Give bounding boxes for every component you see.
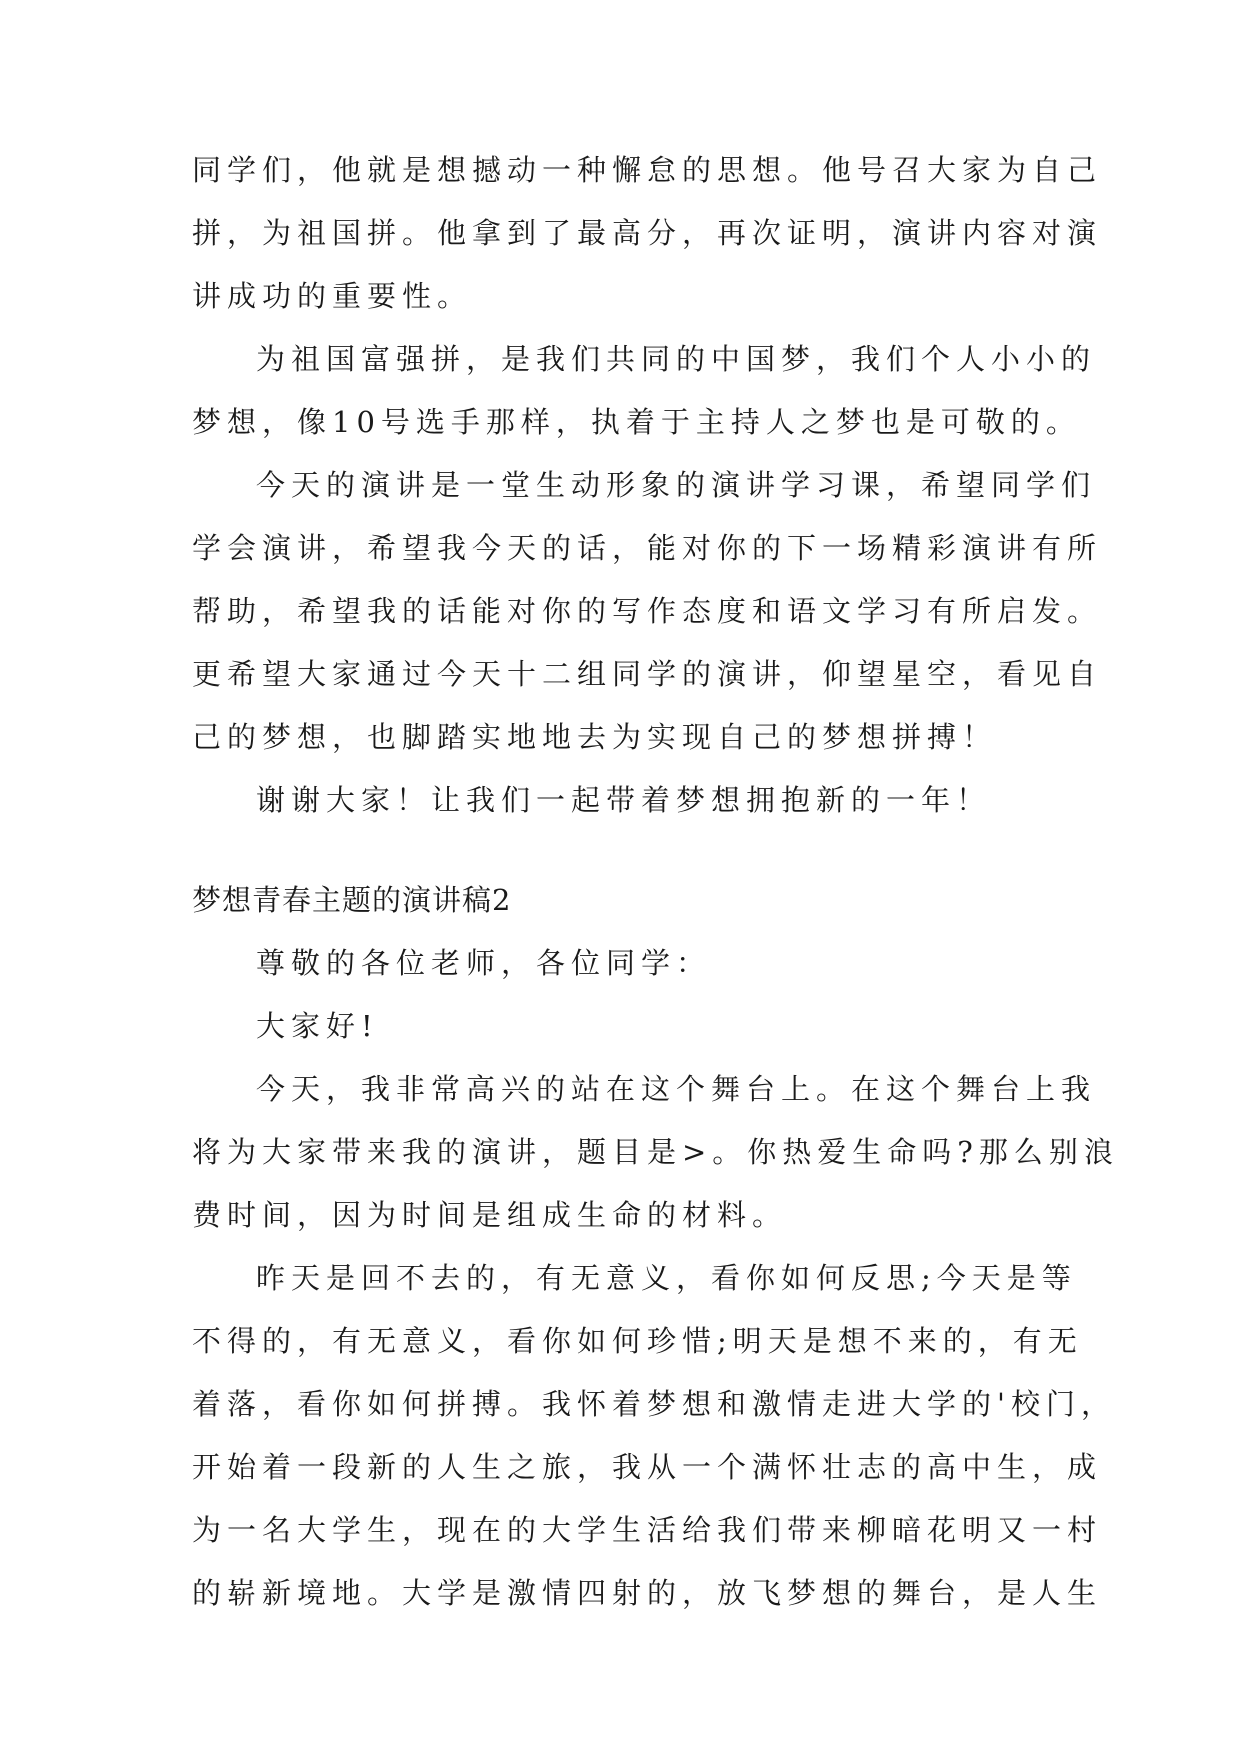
paragraph-first-line: 昨天是回不去的，有无意义，看你如何反思;今天是等 xyxy=(256,1261,1077,1295)
greeting: 大家好! xyxy=(256,1009,379,1043)
text-line: 的崭新境地。大学是激情四射的，放飞梦想的舞台，是人生 xyxy=(192,1576,1103,1610)
text-line: 同学们，他就是想撼动一种懈怠的思想。他号召大家为自己 xyxy=(192,153,1103,187)
text-line: 费时间，因为时间是组成生命的材料。 xyxy=(192,1198,788,1232)
paragraph-first-line: 今天，我非常高兴的站在这个舞台上。在这个舞台上我 xyxy=(256,1072,1097,1106)
paragraph-first-line: 为祖国富强拼，是我们共同的中国梦，我们个人小小的 xyxy=(256,342,1097,376)
text-line: 帮助，希望我的话能对你的写作态度和语文学习有所启发。 xyxy=(192,594,1103,628)
text-line: 梦想，像10号选手那样，执着于主持人之梦也是可敬的。 xyxy=(192,405,1081,439)
text-line: 为一名大学生，现在的大学生活给我们带来柳暗花明又一村 xyxy=(192,1513,1103,1547)
text-line: 将为大家带来我的演讲，题目是>。你热爱生命吗?那么别浪 xyxy=(192,1135,1119,1169)
salutation: 尊敬的各位老师，各位同学： xyxy=(256,946,712,980)
text-line: 开始着一段新的人生之旅，我从一个满怀壮志的高中生，成 xyxy=(192,1450,1103,1484)
text-line: 拼，为祖国拼。他拿到了最高分，再次证明，演讲内容对演 xyxy=(192,216,1103,250)
text-line: 学会演讲，希望我今天的话，能对你的下一场精彩演讲有所 xyxy=(192,531,1103,565)
paragraph-first-line: 今天的演讲是一堂生动形象的演讲学习课，希望同学们 xyxy=(256,468,1097,502)
section-title: 梦想青春主题的演讲稿2 xyxy=(192,883,512,917)
text-line: 更希望大家通过今天十二组同学的演讲，仰望星空，看见自 xyxy=(192,657,1103,691)
text-line: 讲成功的重要性。 xyxy=(192,279,473,313)
text-line: 己的梦想，也脚踏实地地去为实现自己的梦想拼搏！ xyxy=(192,720,998,754)
text-line: 不得的，有无意义，看你如何珍惜;明天是想不来的，有无 xyxy=(192,1324,1083,1358)
text-line: 着落，看你如何拼搏。我怀着梦想和激情走进大学的'校门， xyxy=(192,1387,1116,1421)
paragraph-first-line: 谢谢大家！让我们一起带着梦想拥抱新的一年！ xyxy=(256,783,992,817)
